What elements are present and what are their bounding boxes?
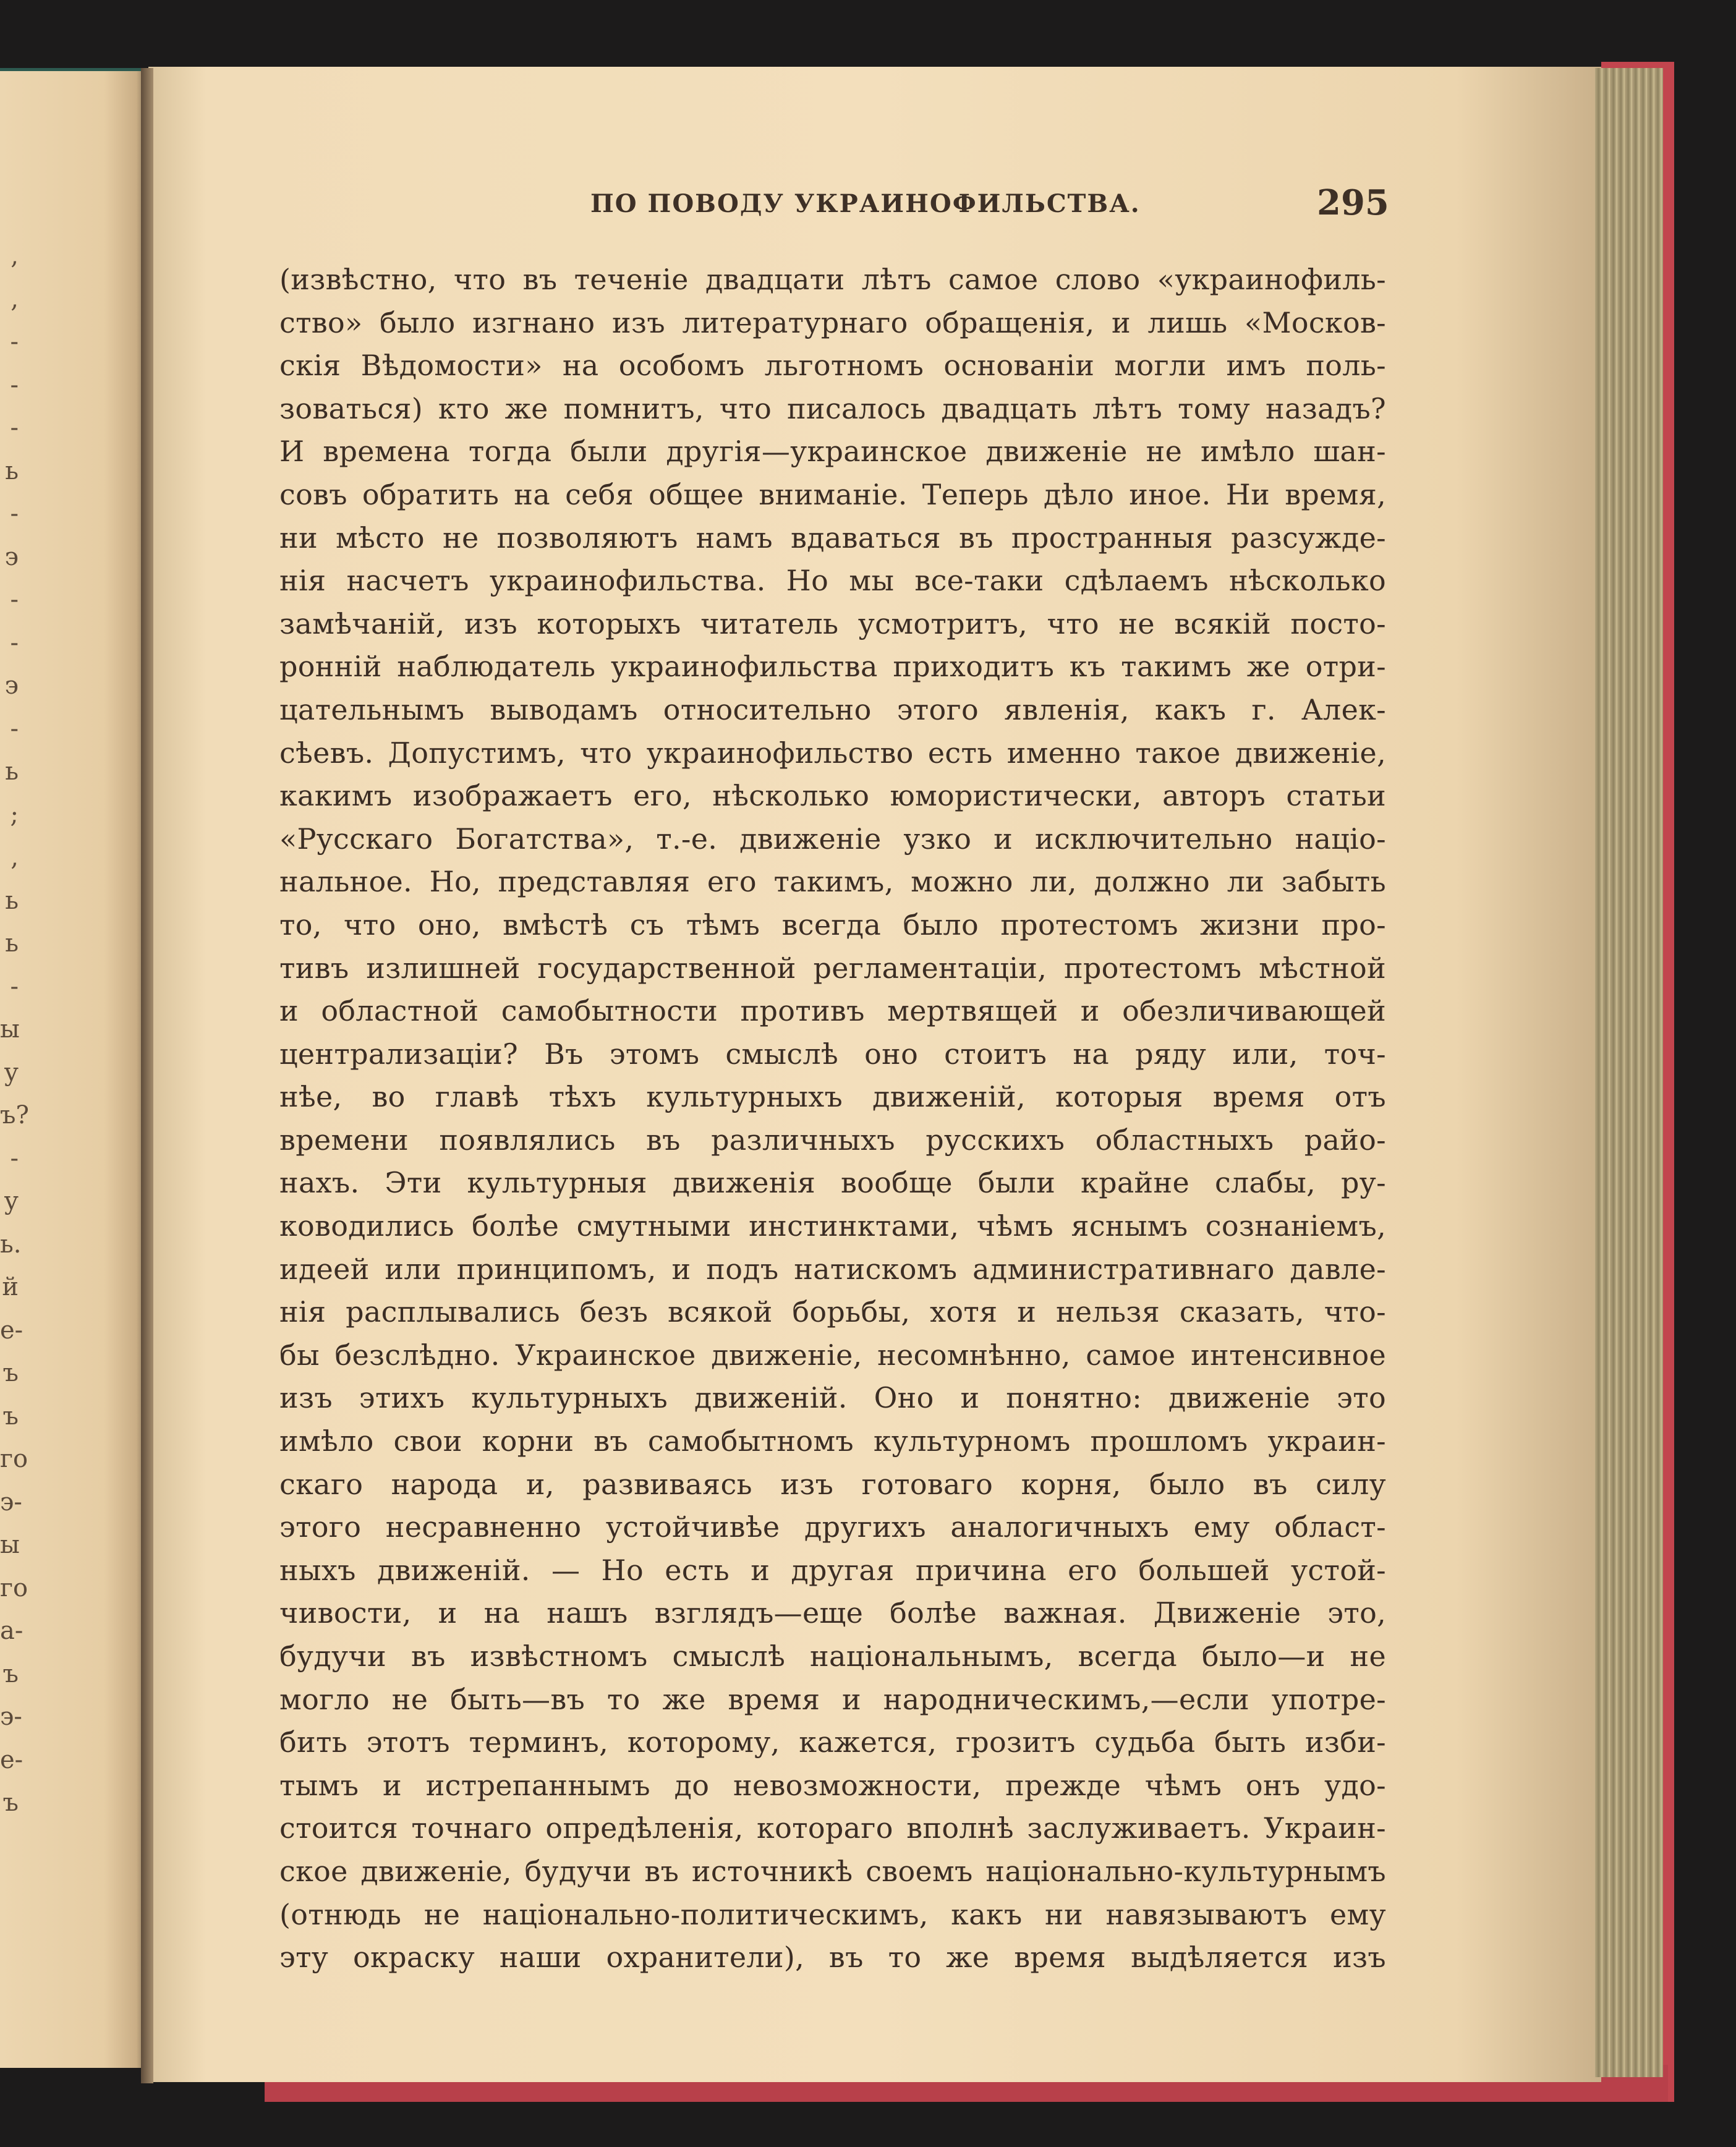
text-line: централизаціи? Въ этомъ смыслѣ оно стоитъ на ряду или, точ- bbox=[279, 1037, 1386, 1071]
text-line: бы безслѣдно. Украинское движеніе, несомнѣнно, самое интенсивное bbox=[279, 1338, 1386, 1372]
text-line: И времена тогда были другія—украинское движеніе не имѣло шан- bbox=[279, 435, 1386, 469]
left-page-margin-text bbox=[0, 235, 29, 1825]
margin-fragment: ы bbox=[0, 1531, 20, 1559]
text-line: замѣчаній, изъ которыхъ читатель усмотритъ, что не всякій посто- bbox=[279, 606, 1386, 640]
text-line: ство» было изгнано изъ литературнаго обращенія, и лишь «Москов- bbox=[279, 305, 1386, 339]
text-line: нія насчетъ украинофильства. Но мы все-таки сдѣлаемъ нѣсколько bbox=[279, 564, 1386, 598]
text-line: нія расплывались безъ всякой борьбы, хотя и нельзя сказать, что- bbox=[279, 1295, 1386, 1329]
margin-fragment: ъ bbox=[2, 1659, 19, 1688]
margin-fragment: э- bbox=[0, 1487, 22, 1516]
page-number: 295 bbox=[1317, 182, 1389, 223]
text-line: сѣевъ. Допустимъ, что украинофильство есть именно такое движеніе, bbox=[279, 736, 1386, 770]
margin-fragment: ы bbox=[0, 1015, 20, 1044]
text-line: ныхъ движеній. — Но есть и другая причина его большей устой- bbox=[279, 1553, 1386, 1587]
text-line: (отнюдь не національно-политическимъ, какъ ни навязываютъ ему bbox=[279, 1897, 1386, 1931]
margin-fragment: - bbox=[10, 414, 19, 442]
text-line: то, что оно, вмѣстѣ съ тѣмъ всегда было протестомъ жизни про- bbox=[279, 908, 1386, 942]
text-line: «Русскаго Богатства», т.-е. движеніе узко и исключительно націо- bbox=[279, 822, 1386, 856]
margin-fragment: , bbox=[11, 843, 19, 872]
margin-fragment: го bbox=[0, 1573, 28, 1602]
text-line: ское движеніе, будучи въ источникѣ своемъ національно-культурнымъ bbox=[279, 1854, 1386, 1888]
text-line: могло не быть—въ то же время и народническимъ,—если употре- bbox=[279, 1682, 1386, 1716]
margin-fragment: - bbox=[10, 1144, 19, 1173]
margin-fragment: - bbox=[10, 370, 19, 399]
text-line: и областной самобытности противъ мертвящей и обезличивающей bbox=[279, 994, 1386, 1028]
margin-fragment: ь bbox=[5, 456, 19, 485]
text-line: какимъ изображаетъ его, нѣсколько юмористически, авторъ статьи bbox=[279, 779, 1386, 813]
margin-fragment: - bbox=[10, 328, 19, 356]
margin-fragment: ъ bbox=[2, 1359, 19, 1387]
margin-fragment: у bbox=[4, 1187, 19, 1215]
margin-fragment: ъ bbox=[2, 1401, 19, 1431]
margin-fragment: ъ bbox=[2, 1788, 19, 1817]
text-line: тивъ излишней государственной регламентаціи, протестомъ мѣстной bbox=[279, 951, 1386, 985]
text-line: эту окраску наши охранители), въ то же время выдѣляется изъ bbox=[279, 1941, 1386, 1975]
margin-fragment: ь bbox=[5, 929, 19, 958]
text-line: этого несравненно устойчивѣе другихъ аналогичныхъ ему област- bbox=[279, 1510, 1386, 1544]
margin-fragment: ; bbox=[10, 800, 19, 829]
margin-fragment: э bbox=[4, 671, 19, 700]
margin-fragment: , bbox=[11, 284, 19, 313]
margin-fragment: е- bbox=[0, 1745, 23, 1774]
margin-fragment: ь. bbox=[0, 1230, 22, 1259]
margin-fragment: го bbox=[0, 1445, 28, 1473]
running-title: ПО ПОВОДУ УКРАИНОФИЛЬСТВА. bbox=[590, 189, 1141, 218]
margin-fragment: е- bbox=[0, 1316, 23, 1345]
text-line: ронній наблюдатель украинофильства приходитъ къ такимъ же отри- bbox=[279, 650, 1386, 684]
book-gutter bbox=[141, 68, 153, 2083]
text-line: (извѣстно, что въ теченіе двадцати лѣтъ самое слово «украинофиль- bbox=[279, 263, 1386, 296]
text-line: тымъ и истрепаннымъ до невозможности, прежде чѣмъ онъ удо- bbox=[279, 1768, 1386, 1802]
text-line: нальное. Но, представляя его такимъ, можно ли, должно ли забыть bbox=[279, 865, 1386, 899]
text-line: цательнымъ выводамъ относительно этого явленія, какъ г. Алек- bbox=[279, 692, 1386, 726]
margin-fragment: - bbox=[10, 714, 19, 743]
text-line: зоваться) кто же помнитъ, что писалось двадцать лѣтъ тому назадъ? bbox=[279, 391, 1386, 425]
margin-fragment: а- bbox=[0, 1617, 23, 1645]
margin-fragment: у bbox=[4, 1058, 19, 1087]
margin-fragment: э bbox=[4, 542, 19, 571]
margin-fragment: - bbox=[10, 585, 19, 614]
text-line: ни мѣсто не позволяютъ намъ вдаваться въ пространныя разсужде- bbox=[279, 521, 1386, 555]
text-line: совъ обратить на себя общее вниманіе. Теперь дѣло иное. Ни время, bbox=[279, 477, 1386, 511]
text-line: изъ этихъ культурныхъ движеній. Оно и понятно: движеніе это bbox=[279, 1381, 1386, 1415]
body-text bbox=[279, 258, 1386, 1979]
page-stack-edge bbox=[1595, 68, 1663, 2077]
margin-fragment: ь bbox=[5, 757, 19, 786]
margin-fragment: - bbox=[10, 628, 19, 657]
text-line: стоится точнаго опредѣленія, котораго вполнѣ заслуживаетъ. Украин- bbox=[279, 1811, 1386, 1845]
text-line: бить этотъ терминъ, которому, кажется, грозитъ судьба быть изби- bbox=[279, 1725, 1386, 1759]
margin-fragment: - bbox=[10, 972, 19, 1001]
margin-fragment: э- bbox=[0, 1703, 22, 1731]
text-line: нахъ. Эти культурныя движенія вообще были крайне слабы, ру- bbox=[279, 1166, 1386, 1200]
text-line: скія Вѣдомости» на особомъ льготномъ основаніи могли имъ поль- bbox=[279, 349, 1386, 383]
margin-fragment: , bbox=[11, 242, 19, 270]
text-line: чивости, и на нашъ взглядъ—еще болѣе важная. Движеніе это, bbox=[279, 1596, 1386, 1630]
margin-fragment: ъ? bbox=[0, 1101, 29, 1129]
margin-fragment: й bbox=[2, 1273, 19, 1301]
text-line: ководились болѣе смутными инстинктами, чѣмъ яснымъ сознаніемъ, bbox=[279, 1209, 1386, 1243]
text-line: скаго народа и, развиваясь изъ готоваго корня, было въ силу bbox=[279, 1467, 1386, 1501]
text-line: идеей или принципомъ, и подъ натискомъ административнаго давле- bbox=[279, 1252, 1386, 1286]
margin-fragment: ь bbox=[5, 886, 19, 915]
text-line: имѣло свои корни въ самобытномъ культурномъ прошломъ украин- bbox=[279, 1424, 1386, 1458]
margin-fragment: - bbox=[10, 500, 19, 528]
text-line: времени появлялись въ различныхъ русскихъ областныхъ райо- bbox=[279, 1123, 1386, 1157]
text-line: нѣе, во главѣ тѣхъ культурныхъ движеній, которыя время отъ bbox=[279, 1080, 1386, 1114]
text-line: будучи въ извѣстномъ смыслѣ національнымъ, всегда было—и не bbox=[279, 1639, 1386, 1673]
